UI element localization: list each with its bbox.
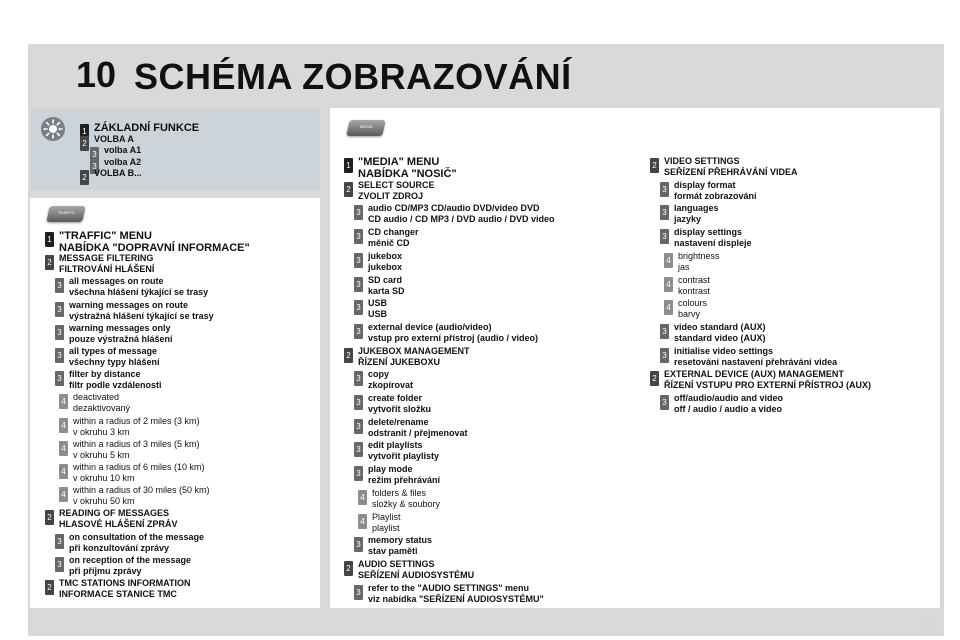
menu-item-line: měnič CD [368,238,410,249]
menu-item-line: VOLBA B... [94,168,142,179]
menu-item-line: jas [678,261,690,272]
menu-item-line: Playlist [372,511,401,522]
chapter-number: 10 [76,54,117,95]
menu-item-text [94,134,134,145]
level-badge: 2 [344,348,353,363]
level-badge: 3 [354,537,363,552]
menu-item-text [69,346,160,368]
menu-item-line: VOLBA A [94,133,134,144]
menu-item-line: display settings [674,227,743,238]
level-badge: 3 [660,395,669,410]
menu-item-text [674,180,757,202]
menu-item-line: on reception of the message [69,554,192,565]
menu-item-line: nastavení displeje [674,238,752,249]
menu-item-line: colours [678,298,708,309]
menu-item-text [104,145,141,156]
menu-item-text [69,323,173,345]
level-badge: 3 [354,371,363,386]
level-badge: 3 [660,229,669,244]
menu-item-text [73,485,210,507]
menu-item-line: vstup pro externí přístroj (audio / video) [368,332,539,343]
menu-item-line: contrast [678,274,711,285]
menu-item-text [368,393,431,415]
level-badge: 3 [660,182,669,197]
level-badge: 4 [664,300,673,315]
menu-item-line: within a radius of 3 miles (5 km) [73,438,200,449]
level-badge: 2 [45,580,54,595]
menu-item-line: CD changer [368,227,419,238]
menu-item-line: kontrast [678,285,711,296]
menu-item-line: ZÁKLADNÍ FUNKCE [94,122,200,134]
menu-item-text [678,298,707,320]
menu-item-text [358,180,435,202]
menu-item-text [368,251,402,273]
menu-item-text [358,559,474,581]
level-badge: 4 [59,464,68,479]
menu-item-line: resetování nastavení přehrávání videa [674,356,838,367]
menu-item-line: ŘÍZENÍ VSTUPU PRO EXTERNÍ PŘÍSTROJ (AUX) [664,380,872,391]
menu-item-text [368,583,544,605]
menu-item-line: režim přehrávání [368,475,441,486]
level-badge: 3 [90,159,99,174]
menu-item-line: TMC STATIONS INFORMATION [59,578,191,588]
menu-item-line: deactivated [73,392,120,403]
menu-item-text [368,417,468,439]
menu-item-line: off / audio / audio a video [674,404,783,414]
menu-item-line: pouze výstražná hlášení [69,333,173,344]
menu-item-text [674,227,752,249]
menu-item-line: složky & soubory [372,498,441,509]
menu-item-line: CD audio / CD MP3 / DVD audio / DVD video [368,214,555,225]
menu-item-text [368,298,387,320]
menu-item-text [372,512,401,534]
level-badge: 3 [660,324,669,339]
menu-item-line: warning messages on route [69,299,189,310]
menu-item-line: edit playlists [368,440,423,451]
menu-item-text [94,168,142,179]
level-badge: 1 [45,232,54,247]
menu-item-text [674,203,719,225]
level-badge: 2 [344,182,353,197]
menu-item-text [368,535,432,557]
level-badge: 3 [354,395,363,410]
menu-item-line: vytvořit složku [368,404,432,414]
level-badge: 3 [354,324,363,339]
menu-item-line: volba A1 [104,145,142,156]
level-badge: 4 [59,418,68,433]
menu-item-line: languages [674,203,719,214]
traffic-tab-label: TRAFFIC [57,210,75,215]
menu-item-line: všechna hlášení týkající se trasy [69,287,209,298]
level-badge: 4 [664,277,673,292]
menu-item-text [368,369,413,391]
menu-item-line: v okruhu 10 km [73,473,135,483]
level-badge: 2 [45,510,54,525]
level-badge: 3 [55,557,64,572]
media-tab-label: MEDIA [359,124,373,129]
menu-item-text [368,227,419,249]
menu-item-line: ZVOLIT ZDROJ [358,190,423,201]
menu-item-line: warning messages only [69,322,171,333]
traffic-button-icon [46,206,85,222]
menu-item-line: stav paměti [368,546,418,557]
light-icon [40,116,66,142]
menu-item-line: viz nabídka "SEŘÍZENÍ AUDIOSYSTÉMU" [368,593,544,604]
menu-item-line: display format [674,179,736,190]
menu-item-text [368,322,538,344]
menu-item-line: USB [368,309,388,320]
menu-item-text [368,464,440,486]
menu-item-text [674,322,766,344]
menu-item-line: within a radius of 6 miles (10 km) [73,462,205,472]
level-badge: 3 [354,229,363,244]
menu-item-text [368,275,405,297]
level-badge: 3 [354,419,363,434]
level-badge: 4 [59,441,68,456]
menu-item-line: EXTERNAL DEVICE (AUX) MANAGEMENT [664,369,844,380]
menu-item-line: volba A2 [104,156,142,167]
menu-item-line: v okruhu 3 km [73,426,130,437]
menu-item-text [59,230,250,254]
menu-item-line: MESSAGE FILTERING [59,253,154,264]
level-badge: 2 [80,136,89,151]
menu-item-line: play mode [368,464,413,475]
menu-item-text [368,440,439,462]
menu-item-line: barvy [678,309,701,320]
level-badge: 3 [354,205,363,220]
menu-item-text [664,369,871,391]
menu-item-line: READING OF MESSAGES [59,508,170,519]
menu-item-line: formát zobrazování [674,190,757,201]
menu-item-text [73,416,200,438]
menu-item-line: SD card [368,274,403,285]
menu-item-text [372,488,440,510]
menu-item-line: karta SD [368,285,405,296]
menu-item-line: odstranit / přejmenovat [368,427,468,438]
menu-item-line: FILTROVÁNÍ HLÁŠENÍ [59,264,155,275]
level-badge: 1 [344,158,353,173]
menu-item-line: delete/rename [368,416,429,427]
menu-item-line: při příjmu zprávy [69,565,142,576]
menu-item-text [358,346,470,368]
menu-item-line: INFORMACE STANICE TMC [59,589,177,599]
basic-functions-panel [30,108,320,190]
menu-item-line: NABÍDKA "NOSIČ" [358,168,457,180]
menu-item-line: "MEDIA" MENU [358,156,440,168]
menu-item-line: audio CD/MP3 CD/audio DVD/video DVD [368,203,540,214]
level-badge: 3 [55,325,64,340]
menu-item-line: jazyky [674,214,702,225]
menu-item-text [94,122,199,134]
menu-item-line: video standard (AUX) [674,321,766,332]
menu-item-line: NABÍDKA "DOPRAVNÍ INFORMACE" [59,242,250,254]
menu-item-text [73,462,205,484]
level-badge: 3 [354,585,363,600]
level-badge: 3 [55,534,64,549]
menu-item-text [664,156,798,178]
level-badge: 4 [59,487,68,502]
menu-item-line: SEŘÍZENÍ PŘEHRÁVÁNÍ VIDEA [664,167,798,177]
menu-item-text [59,508,178,530]
level-badge: 3 [354,442,363,457]
menu-item-line: playlist [372,522,400,533]
menu-item-line: při konzultování zprávy [69,542,170,553]
level-badge: 2 [80,170,89,185]
menu-item-line: off/audio/audio and video [674,393,783,403]
menu-item-line: refer to the "AUDIO SETTINGS" menu [368,582,530,593]
menu-item-text [678,251,720,273]
menu-item-line: výstražná hlášení týkající se trasy [69,310,214,321]
media-button-icon [346,120,385,136]
menu-item-line: within a radius of 2 miles (3 km) [73,415,200,426]
level-badge: 4 [358,490,367,505]
level-badge: 2 [45,255,54,270]
level-badge: 2 [650,158,659,173]
menu-item-line: zkopírovat [368,380,414,391]
menu-item-line: all messages on route [69,276,164,287]
menu-item-line: SEŘÍZENÍ AUDIOSYSTÉMU [358,569,475,580]
menu-item-line: copy [368,369,390,380]
level-badge: 3 [354,253,363,268]
level-badge: 1 [80,124,89,139]
menu-item-line: create folder [368,393,423,403]
menu-item-text [358,156,457,180]
menu-item-line: SELECT SOURCE [358,179,435,190]
page-title: SCHÉMA ZOBRAZOVÁNÍ [134,56,572,97]
menu-item-text [73,439,200,461]
menu-item-text [59,578,190,600]
level-badge: 3 [55,371,64,386]
menu-item-text [69,532,204,554]
menu-item-text [73,392,130,414]
level-badge: 4 [358,514,367,529]
level-badge: 4 [664,253,673,268]
menu-item-line: JUKEBOX MANAGEMENT [358,345,470,356]
level-badge: 3 [660,348,669,363]
menu-item-line: filter by distance [69,369,141,380]
level-badge: 3 [354,277,363,292]
page-number: 9.1 [918,614,938,630]
menu-item-text [674,393,783,415]
menu-item-text [59,253,154,275]
level-badge: 3 [55,278,64,293]
menu-item-line: all types of message [69,346,158,356]
menu-item-line: external device (audio/video) [368,321,492,332]
menu-item-line: HLASOVÉ HLÁŠENÍ ZPRÁV [59,519,178,530]
menu-item-line: v okruhu 5 km [73,449,130,460]
menu-item-line: initialise video settings [674,345,774,356]
level-badge: 4 [59,394,68,409]
menu-item-line: "TRAFFIC" MENU [59,230,152,242]
menu-item-text [69,300,214,322]
menu-item-line: brightness [678,250,720,261]
level-badge: 3 [354,466,363,481]
level-badge: 3 [90,147,99,162]
menu-item-text [674,346,837,368]
menu-item-text [368,203,555,225]
menu-item-line: filtr podle vzdálenosti [69,380,162,391]
menu-item-line: AUDIO SETTINGS [358,558,435,569]
level-badge: 3 [354,300,363,315]
level-badge: 2 [650,371,659,386]
menu-item-line: jukebox [368,261,403,272]
menu-item-line: standard video (AUX) [674,332,766,343]
menu-item-line: v okruhu 50 km [73,496,135,507]
menu-item-line: všechny typy hlášení [69,357,160,367]
level-badge: 3 [55,302,64,317]
level-badge: 3 [660,205,669,220]
menu-item-line: dezaktivovaný [73,403,131,414]
menu-item-line: USB [368,298,388,309]
menu-item-text [69,555,191,577]
menu-item-line: ŘÍZENÍ JUKEBOXU [358,356,441,367]
level-badge: 2 [344,561,353,576]
menu-item-line: VIDEO SETTINGS [664,156,740,166]
menu-item-line: vytvořit playlisty [368,451,440,462]
menu-item-line: jukebox [368,250,403,261]
menu-item-line: memory status [368,535,433,546]
menu-item-line: folders & files [372,487,427,498]
menu-item-text [69,369,162,391]
menu-item-line: within a radius of 30 miles (50 km) [73,485,210,496]
menu-item-text [69,276,208,298]
menu-item-text [678,275,710,297]
level-badge: 3 [55,348,64,363]
menu-item-line: on consultation of the message [69,531,205,542]
menu-item-text [104,157,141,168]
